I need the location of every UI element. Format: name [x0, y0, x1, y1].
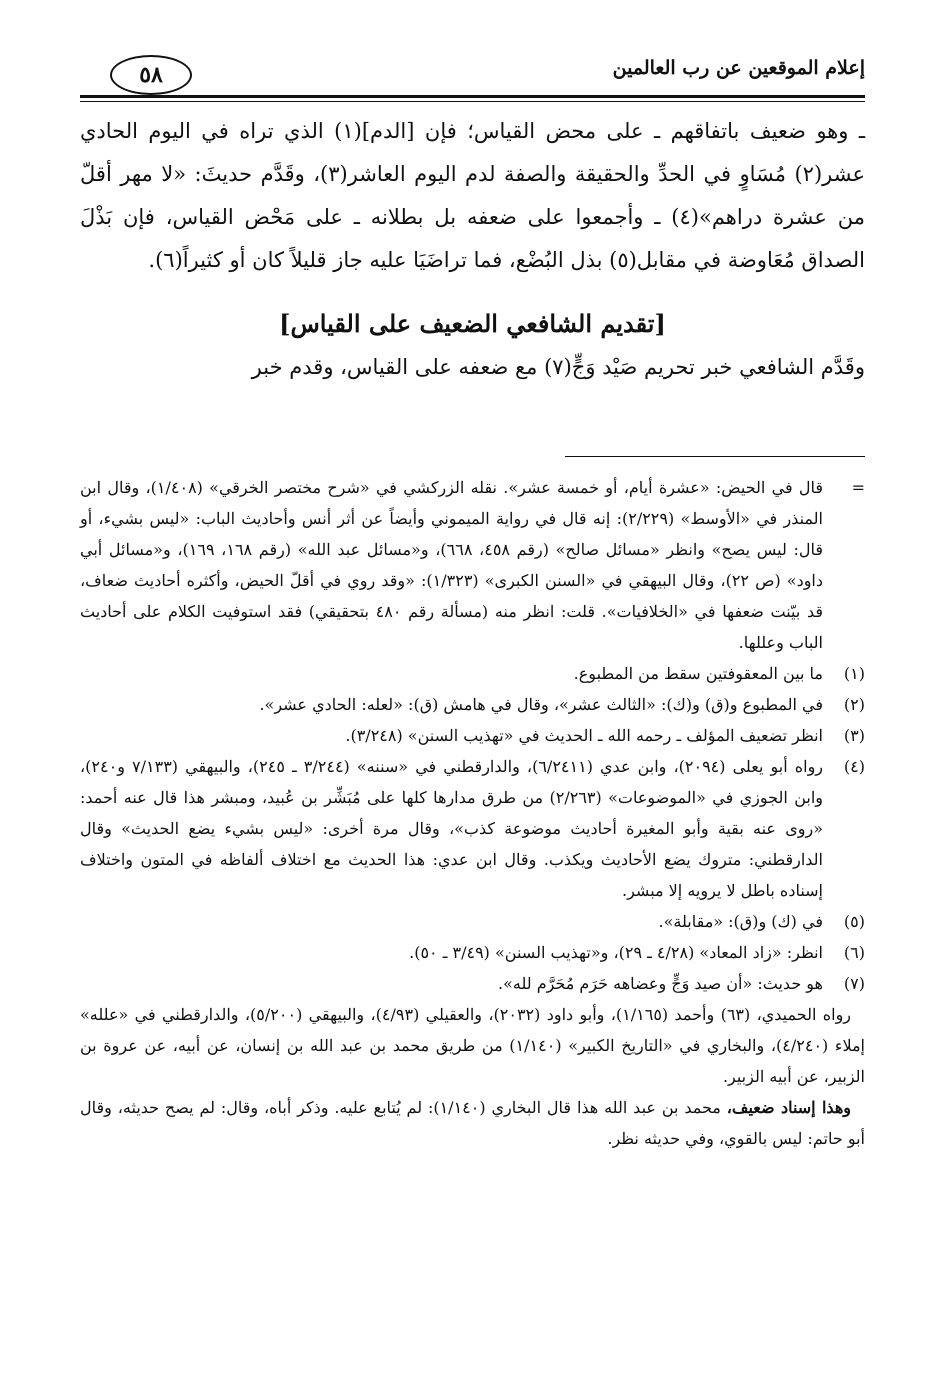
footnote-number: (٢) [843, 695, 865, 714]
footnotes [80, 472, 865, 1154]
footnote-continuation-text: قال في الحيض: «عشرة أيام، أو خمسة عشر». نقله الزركشي في «شرح مختصر الخرقي» (١/٤٠٨)، وقال ابن المنذر في «الأوسط» (٢/٢٢٩): إنه قال في رواية الميموني وأيضاً عن أثر أنس وأحاديث الباب: «ليس بشيء، أو قال: ليس يصح» وانظر «مسائل صالح» (رقم ٤٥٨، ٦٦٨)، و«مسائل عبد الله» (رقم ١٦٨، ١٦٩)، و«مسائل أبي داود» (ص ٢٢)، وقال البيهقي في «السنن الكبرى» (١/٣٢٣): «وقد روي في أقلّ الحيض، وأكثره أحاديث ضعاف، قد بيّنت ضعفها في «الخلافيات». قلت: انظر منه (مسألة رقم ٤٨٠ بتحقيقي) فقد استوفيت الكلام على أحاديث الباب وعللها. [80, 478, 824, 652]
footnote-7-detail: رواه الحميدي، (٦٣) وأحمد (١/١٦٥)، وأبو داود (٢٠٣٢)، والعقيلي (٤/٩٣)، والبيهقي (٥/٢٠٠)، والدارقطني في «علله» إملاء (٤/٢٤٠)، والبخاري في «التاريخ الكبير» (١/١٤٠) من طريق محمد بن عبد الله بن إنسان، عن أبيه، عن عروة بن الزبير، عن أبيه الزبير. [80, 1005, 866, 1086]
page [80, 40, 865, 1340]
footnote-3 [80, 720, 865, 751]
main-text [80, 110, 865, 389]
footnote-7 [80, 968, 865, 999]
footnote-number: (٧) [843, 974, 865, 993]
footnote-text: رواه أبو يعلى (٢٠٩٤)، وابن عدي (٦/٢٤١١)، والدارقطني في «سننه» (٣/٢٤٤ ـ ٢٤٥)، والبيهقي (٧/١٣٣ و٢٤٠)، وابن الجوزي في «الموضوعات» (٢/٢٦٣) من طرق مدارها كلها على مُبَشِّر بن عُبيد، ومبشر هذا قال عنه أحمد: «روى عنه بقية وأبو المغيرة أحاديث موضوعة كذب»، وقال مرة أخرى: «ليس بشيء يضع الحديث» وقال الدارقطني: متروك يضع الأحاديث ويكذب. وقال ابن عدي: هذا الحديث مع اختلاف ألفاظه في المتون واختلاف إسناده باطل لا يرويه إلا مبشر. [80, 757, 824, 900]
footnote-7-assessment-text: محمد بن عبد الله هذا قال البخاري (١/١٤٠): لم يُتابع عليه. وذكر أباه، وقال: لم يصح حديثه، وقال أبو حاتم: ليس بالقوي، وفي حديثه نظر. [80, 1098, 865, 1148]
footnote-number: (٥) [843, 912, 865, 931]
footnote-6 [80, 937, 865, 968]
main-paragraph-2: وقَدَّم الشافعي خبر تحريم صَيْد وَجٍّ(٧) مع ضعفه على القياس، وقدم خبر [251, 355, 865, 379]
header-rule-thin [80, 101, 865, 102]
main-paragraph-1: ـ وهو ضعيف باتفاقهم ـ على محض القياس؛ فإن [الدم](١) الذي تراه في اليوم الحادي عشر(٢) مُسَاوٍ في الحدِّ والحقيقة والصفة لدم اليوم العاشر(٣)، وقَدَّم حديثَ: «لا مهر أقلّ من عشرة دراهم»(٤) ـ وأجمعوا على ضعفه بل بطلانه ـ على مَحْض القياس، فإن بَذْلَ الصداق مُعَاوضة في مقابل(٥) بذل البُضْع، فما تراضَيَا عليه جاز قليلاً كان أو كثيراً(٦). [80, 119, 866, 272]
footnote-number: (٣) [843, 726, 865, 745]
footnote-text: في المطبوع و(ق) و(ك): «الثالث عشر»، وقال في هامش (ق): «لعله: الحادي عشر». [259, 695, 823, 714]
running-header [80, 55, 865, 95]
page-number: ٥٨ [110, 55, 192, 95]
footnote-1 [80, 658, 865, 689]
footnote-text: هو حديث: «أن صيد وَجٍّ وعضاهه حَرَم مُحَرَّم لله». [497, 974, 823, 993]
book-title: إعلام الموقعين عن رب العالمين [612, 57, 865, 79]
section-heading: [تقديم الشافعي الضعيف على القياس] [279, 309, 666, 338]
continuation-mark: = [851, 478, 865, 497]
footnote-number: (١) [843, 664, 865, 683]
footnote-text: في (ك) و(ق): «مقابلة». [658, 912, 823, 931]
footnote-7-bold-lead: وهذا إسناد ضعيف، [726, 1098, 851, 1117]
footnote-continuation [80, 472, 865, 658]
footnote-separator [565, 456, 865, 457]
header-rule-thick [80, 95, 865, 98]
footnote-text: انظر تضعيف المؤلف ـ رحمه الله ـ الحديث في «تهذيب السنن» (٣/٢٤٨). [345, 726, 823, 745]
footnote-7-assessment [80, 1092, 865, 1154]
footnote-number: (٤) [843, 757, 865, 776]
footnote-text: ما بين المعقوفتين سقط من المطبوع. [573, 664, 823, 683]
footnote-4 [80, 751, 865, 906]
footnote-2 [80, 689, 865, 720]
footnote-number: (٦) [843, 943, 865, 962]
footnote-text: انظر: «زاد المعاد» (٤/٢٨ ـ ٢٩)، و«تهذيب السنن» (٣/٤٩ ـ ٥٠). [409, 943, 823, 962]
footnote-5 [80, 906, 865, 937]
